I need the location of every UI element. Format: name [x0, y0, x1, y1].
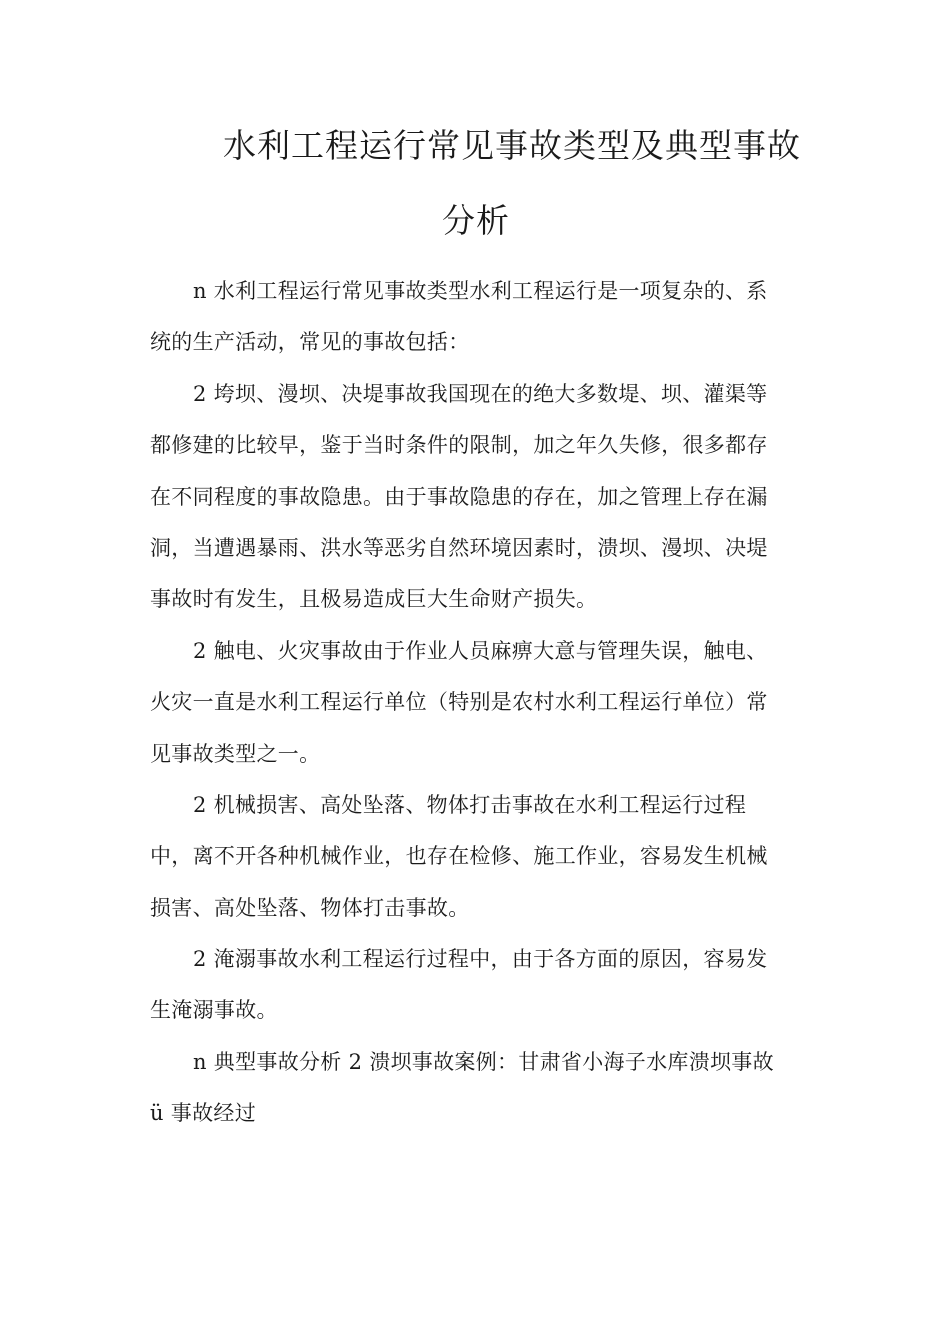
paragraph-line: n 水利工程运行常见事故类型水利工程运行是一项复杂的、系 — [193, 279, 768, 303]
document-title-line-1: 水利工程运行常见事故类型及典型事故 — [223, 126, 801, 165]
paragraph-line: 在不同程度的事故隐患。由于事故隐患的存在，加之管理上存在漏 — [150, 484, 768, 509]
paragraph-line: 2 淹溺事故水利工程运行过程中，由于各方面的原因，容易发 — [193, 947, 768, 972]
paragraph-line: 洞，当遭遇暴雨、洪水等恶劣自然环境因素时，溃坝、漫坝、决堤 — [150, 535, 768, 560]
paragraph-line: 统的生产活动，常见的事故包括： — [150, 330, 470, 355]
paragraph-line: 中，离不开各种机械作业，也存在检修、施工作业，容易发生机械 — [150, 844, 768, 869]
document-title-line-2: 分析 — [442, 201, 510, 240]
paragraph-line: 生淹溺事故。 — [150, 998, 278, 1023]
paragraph-line: 火灾一直是水利工程运行单位（特别是农村水利工程运行单位）常 — [150, 690, 768, 715]
paragraph-line: 都修建的比较早，鉴于当时条件的限制，加之年久失修，很多都存 — [150, 433, 768, 458]
paragraph-line: 损害、高处坠落、物体打击事故。 — [150, 895, 470, 920]
paragraph-line: 事故时有发生，且极易造成巨大生命财产损失。 — [150, 587, 598, 612]
paragraph-line: 2 机械损害、高处坠落、物体打击事故在水利工程运行过程 — [193, 792, 747, 817]
paragraph-line: 见事故类型之一。 — [150, 741, 321, 766]
paragraph-line: ü 事故经过 — [150, 1101, 256, 1126]
paragraph-line: n 典型事故分析 2 溃坝事故案例：甘肃省小海子水库溃坝事故 — [193, 1049, 774, 1074]
paragraph-line: 2 触电、火灾事故由于作业人员麻痹大意与管理失误，触电、 — [193, 638, 768, 663]
document-body — [150, 277, 800, 1151]
paragraph-line: 2 垮坝、漫坝、决堤事故我国现在的绝大多数堤、坝、灌渠等 — [193, 381, 768, 406]
